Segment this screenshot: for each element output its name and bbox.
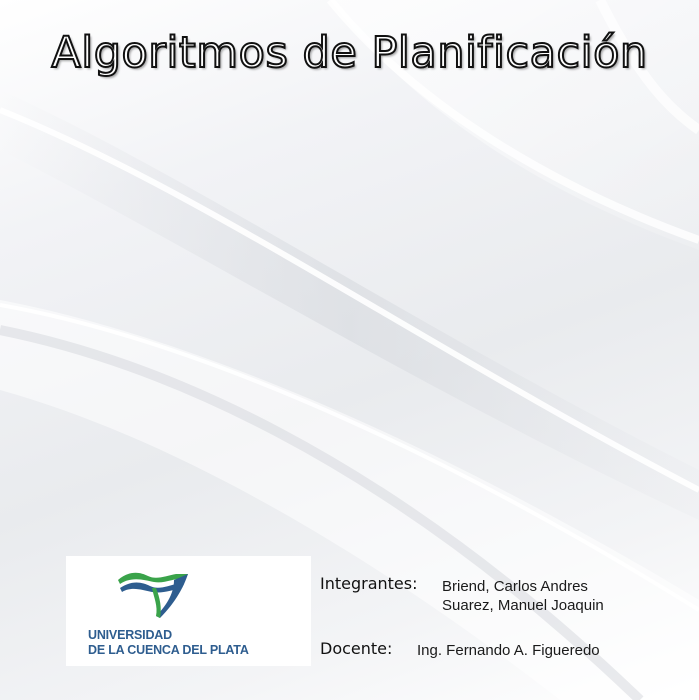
docente-label: Docente: bbox=[320, 639, 393, 658]
university-name bbox=[88, 628, 249, 658]
university-emblem-icon bbox=[116, 566, 191, 626]
university-name-line2: DE LA CUENCA DEL PLATA bbox=[88, 643, 249, 657]
university-logo bbox=[66, 556, 311, 666]
integrante-1: Briend, Carlos Andres bbox=[442, 578, 588, 595]
integrante-2: Suarez, Manuel Joaquin bbox=[442, 597, 604, 614]
docente-name: Ing. Fernando A. Figueredo bbox=[417, 642, 600, 659]
university-name-line1: UNIVERSIDAD bbox=[88, 628, 172, 642]
page-title: Algoritmos de Planificación bbox=[51, 28, 648, 78]
integrantes-label: Integrantes: bbox=[320, 574, 418, 593]
